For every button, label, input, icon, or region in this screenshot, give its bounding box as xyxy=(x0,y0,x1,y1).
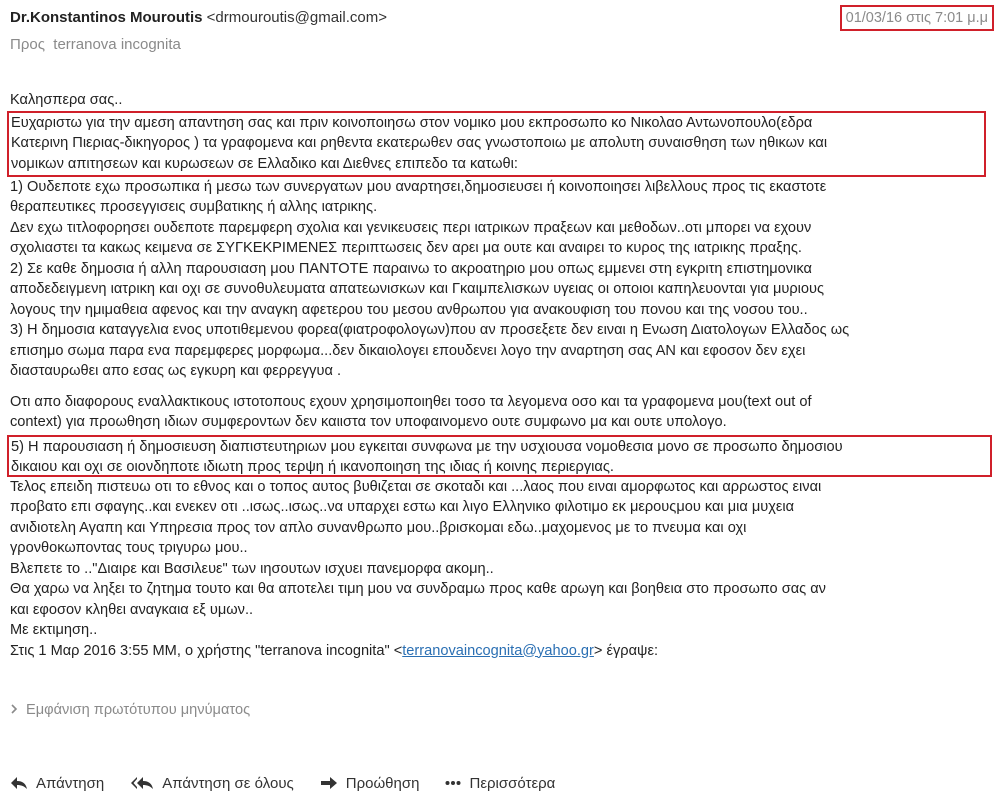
reply-label: Απάντηση xyxy=(36,774,105,792)
more-label: Περισσότερα xyxy=(469,774,556,792)
to-label: Προς xyxy=(10,36,45,53)
quote-prefix: Στις 1 Μαρ 2016 3:55 ΜΜ, ο χρήστης "terranova incognita" < xyxy=(10,642,403,659)
body-line: νομικων απιτησεων και κυρωσεων σε Ελλαδικο και Διεθνες επιπεδο τα κατωθι: xyxy=(11,155,518,172)
forward-icon xyxy=(320,776,338,790)
quote-suffix: > έγραψε: xyxy=(593,642,659,659)
more-icon xyxy=(445,780,461,786)
body-line: Οτι απο διαφορους εναλλακτικους ιστοτοπους εχουν χρησιμοποιηθει τοσο τα λεγομενα οσο και τα γραφομενα μου(text out of xyxy=(10,393,812,410)
body-line: αποδεδειγμενη ιατρικη και οχι σε συνοθυλευματα απατεωνισκων και Γκαιμπελισκων υγειας οι οποιοι καπηλευονται για μυριους xyxy=(10,281,825,297)
sender-email[interactable]: <drmouroutis@gmail.com> xyxy=(206,9,387,26)
body-line: 3) Η δημοσια καταγγελια ενος υποτιθεμενου φορεα(φιατροφολογων)που αν προσεξετε δεν ειναι η Ενωση Διατολογων Ελλαδος ως xyxy=(10,322,850,338)
more-button[interactable] xyxy=(445,775,555,792)
body-line: διασταυρωθει απο εσας ως εγκυρη και φερρεγγυα . xyxy=(10,363,341,379)
reply-all-icon xyxy=(130,776,154,790)
recipient-line xyxy=(10,36,994,53)
body-line: γρονθοκωποντας τους τριγυρω μου.. xyxy=(10,540,248,556)
body-line: λογους την ημιμαθεια αφενος και την αναγκη αφετερου του μεσου ανθρωπου για ανακουφιση του πονου και της νοσου του.. xyxy=(10,301,808,318)
reply-icon xyxy=(10,776,28,790)
chevron-right-icon xyxy=(10,703,18,717)
message-header xyxy=(10,8,994,58)
body-line: σχολιαστει τα κακως κειμενα σε ΣΥΓΚΕΚΡΙΜΕΝΕΣ περιπτωσεις δεν αρει μα ουτε και αναιρει το κυρος της ιατρικης πραξης. xyxy=(10,240,802,256)
greeting: Καλησπερα σας.. xyxy=(10,92,123,108)
reply-all-button[interactable] xyxy=(130,775,294,792)
message-date: 01/03/16 στις 7:01 μ.μ xyxy=(840,5,994,31)
recipient-name[interactable]: terranova incognita xyxy=(53,36,181,53)
body-line: και εφοσον κληθει αναγκαια εξ υμων.. xyxy=(10,601,254,618)
body-line: επισημο σωμα παρα ενα παρεμφερες μορφωμα...δεν δικαιολογει επουδενει λογο την αναρτηση σας ΑΝ και εφοσον δεν εχει xyxy=(10,342,806,359)
body-line: δικαιου και οχι σε οιονδηποτε ιδιωτη προς τερψη ή ικανοποιηση της ιδιας ή κοινης περιεργιας. xyxy=(11,459,614,475)
body-line: προβατο επι σφαγης..και ενεκεν οτι ..ισως..ισως..να υπαρχει εστω και λιγο Ελληνικο φιλοτιμο εκ μερουςμου και μια μυχεια xyxy=(10,499,795,515)
body-line: 5) Η παρουσιαση ή δημοσιευση διαπιστευτηριων μου εγκειται συνφωνα με την υσχιουσα νομοθεσια μονο σε προσωπο δημοσιου xyxy=(11,438,843,455)
show-original-label: Εμφάνιση πρωτότυπου μηνύματος xyxy=(26,702,251,718)
body-line: ανιδιοτελη Αγαπη και Υπηρεσια προς τον απλο συνανθρωπο μου..βρισκομαι εδω..μαχομενος με το πνευμα και οχι xyxy=(10,519,747,536)
message-actions xyxy=(10,772,581,794)
body-line: 1) Ουδεποτε εχω προσωπικα ή μεσω των συνεργατων μου αναρτησει,δημοσιευσει ή κοινοποιησει λιβελλους προς τις εκαστοτε xyxy=(10,178,827,195)
show-original-message[interactable] xyxy=(10,702,250,718)
body-line: Δεν εχω τιτλοφορησει ουδεποτε παρεμφερη σχολια και γενικευσεις περι ιατρικων πραξεων και μεθοδων..οτι μπορει να εχουν xyxy=(10,219,812,236)
highlighted-paragraph-1 xyxy=(7,111,986,177)
signoff: Με εκτιμηση.. xyxy=(10,622,98,638)
reply-button[interactable] xyxy=(10,775,104,792)
body-line: Ευχαριστω για την αμεση απαντηση σας και πριν κοινοποιησω στον νομικο μου εκπροσωπο κο Νικολαο Αντωνοπουλο(εδρα xyxy=(11,114,813,131)
body-line: 2) Σε καθε δημοσια ή αλλη παρουσιαση μου ΠΑΝΤΟΤΕ παραινω το ακροατηριο μου οπως εμμενει στη εγκριτη επιστημονικα xyxy=(10,260,812,277)
body-line: Βλεπετε το .."Διαιρε και Βασιλευε" των ιησουτων ισχυει πανεμορφα ακομη.. xyxy=(10,560,494,577)
reply-all-label: Απάντηση σε όλους xyxy=(162,774,294,792)
highlighted-paragraph-2 xyxy=(7,435,992,477)
body-line: context) για προωθηση ιδιων συμφεροντων δεν καιιστα τον υποφαινομενο ουτε συμφωνο μα και ουτε υπολογο. xyxy=(10,414,727,430)
body-line: Κατερινη Πιεριας-δικηγορος ) τα γραφομενα και ρηθεντα εκατερωθεν σας γνωστοποιω με απολυτη συναισθηση των ηθικων και xyxy=(11,135,828,151)
sender-name[interactable]: Dr.Konstantinos Mouroutis xyxy=(10,9,203,26)
forward-label: Προώθηση xyxy=(345,774,420,792)
body-line: θεραπευτικες προσεγγισεις συμβατικης ή αλλης ιατρικης. xyxy=(10,199,378,215)
message-body xyxy=(10,90,995,661)
body-line: Θα χαρω να ληξει το ζητημα τουτο και θα αποτελει τιμη μου να συνδραμω προς καθε αρωγη και βοηθεια στο προσωπο σας αν xyxy=(10,581,826,597)
quoted-sender-email-link[interactable]: terranovaincognita@yahoo.gr xyxy=(402,642,594,659)
quote-header xyxy=(10,641,995,662)
forward-button[interactable] xyxy=(320,775,420,792)
body-line: Τελος επειδη πιστευω οτι το εθνος και ο τοπος αυτος βυθιζεται σε σκοταδι και ...λαος που ειναι αμορφωτος και αρρωστος ειναι xyxy=(10,478,822,495)
